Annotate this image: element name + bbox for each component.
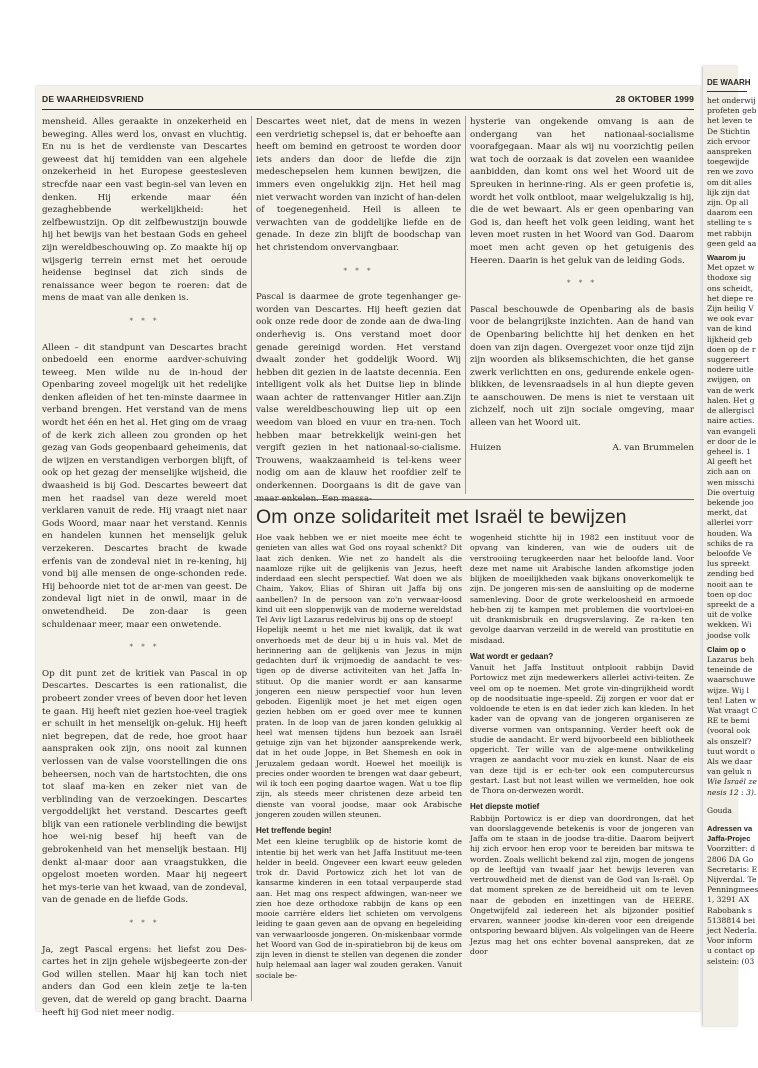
next-page-subheading: Claim op o: [707, 644, 746, 654]
newspaper-page: [36, 86, 700, 1018]
next-page-subheading: Waarom ju: [707, 253, 746, 263]
page-header: [42, 94, 694, 108]
next-page-edge: [703, 66, 758, 1026]
article2-column-1: [256, 533, 462, 1005]
article2-column-2: [470, 533, 694, 1005]
section-separator: * * *: [567, 279, 597, 288]
signature-place: Huizen: [470, 442, 502, 453]
column-divider: [465, 116, 466, 494]
paragraph: hysterie van ongekende omvang is aan de ondergang van het nationaal-socialisme voorafgegaan. Maar als wij nu voorzichtig peilen wat toch de oorzaak is dat zovelen een waanidee aanbidden, dan komt ons wel het Woord uit de Spreuken in herinne-ring. Als er geen profetie is, wordt het volk ontbloot, maar welgelukzalig is hij, die de wet bewaart. Als er geen openbaring van God is, dan heeft het volk geen leiding, want het leven moet rusten in het Woord van God. Daarom moet men acht geven op het getuigenis des Heeren. Daarin is het geluk van de leiding Gods.: [470, 117, 694, 266]
next-page-rule: [707, 91, 747, 92]
subheading: Wat wordt er gedaan?: [470, 651, 554, 661]
publication-name: DE WAARHEIDSVRIEND: [42, 94, 144, 104]
section-separator: * * *: [343, 266, 374, 275]
paragraph: Met een kleine terugblik op de historie komt de intentie bij het werk van het Jaffa Instituut me-teen helder in beeld. Ongeveer een kwart eeuw geleden trok dr. David Portowicz zich het lot van de kansarme kinderen in een totaal verpauperde stad aan. Het mag ons respect afdwingen, wan-neer we zien hoe deze orthodoxe rabbijn de kans op een mooie carrière elders liet schieten om vervolgens leiding te gaan geven aan de opvang en begeleiding van verwaarloosde jongeren. On-miskenbaar vormde het Woord van God de in-spiratiebron bij de keus om zijn leven in dienst te stellen van degenen die zonder hulp helemaal aan lager wal zouden geraken. Vanuit sociale be-: [256, 837, 462, 980]
signature-author: A. van Brummelen: [612, 442, 694, 453]
paragraph: mensheid. Alles geraakte in onzekerheid en beweging. Alles werd los, onvast en vluchtig. En nu is het de verdienste van Descartes geweest dat hij temidden van een algehele onzekerheid in het Europese geestesleven strecfde naar een vast begin-sel van leven en denken. Hij erkende maar één gezaghebbende werkelijkheid: het zelfbewustzijn. Op dit zelfbewustzijn bouwde hij het bewijs van het bestaan Gods en geheel zijn wereldbeschouwing op. Zo maakte hij op wijsgerig terrein ernst met het oeroude heidense beginsel dat zich sinds de renaissance weer begon te roeren: dat de mens de maat van alle denken is.: [42, 117, 247, 304]
next-page-text: het onderwij profeten geb het leven te De Stichtin zich ervoor aanspreken toegewijde ren we zovo om dit alles lijk zijn dat zijn. Op all daarom een stelling te s met rabbijn geen geld aa Waarom ju Met opzet w thodoxe sig ons scheidt, het diepe re Zijn heilig V we ook evar van de kind lijkheid geb doen op de r suggereert nodere uitle zwijgen, on van de werk halen. Het g de allergiscl naire acties. van evangeli er door de le geheel is. 1 Al geeft het zich aan on wen misschi Die overtuig bekende joo merkt, dat allerlei vorr houden. Wa schiks de ra beloofde Ve lus spreekt zending bed nooit aan te toen op doc spreekt de a uit de volke wekken. Wi joodse volk Claim op o Lazarus beh teneinde de waarschuwe wijze. Wij l ten! Laten w Wat vraagt C RE te bemi (vooral ook als onszelf? tuut wordt o Als we daar van geluk n Wie Israël ze nesis 12 : 3). Gouda Adressen va Jaffa-Projec Voorzitter: d 2806 DA Go Secretaris: E Nijverdal. Te Penningmees 1, 3291 AX Rabobank s 5138814 bei ject Nederla. Voor inform u contact op selstein: (03: [707, 96, 758, 966]
subheading: Het diepste motief: [470, 802, 540, 812]
paragraph: Op dit punt zet de kritiek van Pascal in op Descartes. Descartes is een rationalist, die probeert zonder vrees of beven door het leven te gaan. Hij heeft niet gezien hoe-veel tragiek er schuilt in het menselijk on-geluk. Hij heeft niet begrepen, dat de rede, hoe groot haar aanspraken ook zijn, ons nooit zal kunnen verlossen van de valse voorstellingen die ons beheersen, noch van de hartstochten, die ons tot slaaf ma-ken en zeker niet van de verblinding van de verzoekingen. Descartes vergoddelijkt het verstand. Descartes geeft blijk van een rationele verblinding die bewijst hoe wei-nig besef hij heeft van de gebrokenheid van het menselijk bestaan. Hij denkt al-maar door aan vraagstukken, die opgelost moeten worden. Maar hij negeert het mys-terie van het kwaad, van de zondeval, van de genade en de liefde Gods.: [42, 668, 247, 906]
paragraph: Ja, zegt Pascal ergens: het liefst zou Des-cartes het in zijn gehele wijsbegeerte zon-der God willen stellen. Maar hij kan toch niet anders dan God een klein zetje te la-ten geven, dat de wereld op gang bracht. Daarna heeft hij God niet meer nodig.: [42, 944, 247, 1018]
subheading: Het treffende begin!: [256, 826, 332, 835]
article1-column-1: [42, 116, 247, 1018]
section-separator: * * *: [129, 316, 160, 325]
paragraph: Pascal is daarmee de grote tegenhanger ge-worden van Descartes. Hij heeft gezien dat ook onze rede door de zonde aan de dwa-ling onderhevig is. Ons verstand moet door genade gereinigd worden. Het verstand dwaalt zonder het goddelijk Woord. Wij hebben dit gezien in de laatste decennia. Een intelligent volk als het Duitse liep in blinde waan achter de rattenvanger Hitler aan.Zijn valse wereldbeschouwing liep uit op een weedom van bloed en vuur en tra-nen. Toch hebben maar betrekkelijk weini-gen het vergift gezien in het nationaal-so-cialisme. Trouwens, waakzaamheid is tel-kens weer nodig om aan de klauw het roofdier zelf te onderkennen. Doorgaans is dit de gave van maar enkelen. Een massa-: [256, 292, 461, 504]
article-divider: [254, 499, 694, 500]
article1-column-2: [256, 116, 461, 504]
section-separator: * * *: [129, 919, 160, 928]
paragraph: Hoe vaak hebben we er niet moeite mee écht te genieten van alles wat God ons royaal schenkt? Dit laat zich denken. Wie net zo handelt als die naamloze rijke uit de gelijkenis van Jezus, heeft inderdaad een slecht perspectief. Wat doen we als Chaim, Yakov, Elias of Shiran uit Jaffa bij ons aanbellen? In de persoon van zo'n verwaar-loosd kind uit een sloppenwijk van de moderne wereldstad Tel Aviv ligt Lazarus redelvirus bij ons op de stoep!: [256, 533, 462, 624]
paragraph: Rabbijn Portowicz is er diep van doordrongen, dat het van doorslaggevende betekenis is voor de jongeren van Jaffa om te staan in de joodse tra-ditie. Daarom beijvert hij zich ervoor hen erop voor te bereiden bar mitswa te worden. Zoals wellicht bekend zal zijn, mogen de jongens op de leeftijd van twaalf jaar het bewijs leveren van vertrouwdheid met de dienst van de God van Is-raël. Op dat moment spreken ze de bereidheid uit om te leven naar de geboden en inzettingen van de HEERE. Ongetwijfeld zal iedereen het als bijzonder positief ervaren, wanneer joodse kin-deren voor een dreigende ontsporing bewaard blijven. Als volgelingen van de Heere Jezus mag het ons echter bovenal aanspreken, dat ze door: [470, 813, 694, 956]
paragraph: Alleen – dit standpunt van Descartes bracht onbedoeld een enorme aardver-schuiving teweeg. Men wilde nu de in-houd der Openbaring zoveel mogelijk uit het redelijke denken afleiden of het ten-minste daarmee in verband brengen. Het verstand van de mens wordt het één en het al. Het ging om de vraag of de kerk zich alleen zou gronden op het gezag van Gods geopenbaard geheimenis, dat de wijzen en verstandigen verborgen blijft, of ook op het gezag der menselijke wijsheid, die dwaasheid is bij God. Descartes beweert dat men het raadsel van deze wereld moet verklaren vanuit de rede. Hij vraagt niet naar Gods Woord, maar naar het verstand. Kennis en handelen kunnen het menselijk geluk verzekeren. Descartes bracht de kwade erfenis van de zondeval niet in re-kening, hij vond bij alle mensen de onge-schonden rede. Hij behoorde niet tot de ar-men van geest. De zondeval ligt niet in de onwil, maar in de onwetendheid. De zon-daar is geen schuldenaar meer, maar een onwetende.: [42, 342, 247, 630]
next-page-header: DE WAARH: [707, 78, 751, 87]
article2-headline: Om onze solidariteit met Israël te bewijzen: [256, 506, 627, 528]
section-separator: * * *: [129, 643, 160, 652]
paragraph: Hopelijk neemt u het me niet kwalijk, dat ik wat onverhoeds met de deur bij u in huis val. Met de herinnering aan de gelijkenis van Jezus in mijn gedachten durf ik vrijmoedig de aandacht te ves-tigen op de diverse activiteiten van het Jaffa In-stituut. Op die manier wordt er aan kansarme jongeren een nieuw perspectief voor hun leven geboden. Eigenlijk moet je het met eigen ogen gezien hebben om er goed over mee te kunnen praten. In de loop van de jaren konden gelukkig al heel wat mensen tijdens hun bezoek aan Israël getuige zijn van het bijzonder aansprekende werk, dat in het oude Joppe, in Bet Shemesh en ook in Jeruzalem gedaan wordt. Hoewel het moeilijk is precies onder woorden te brengen wat daar gebeurt, wil ik toch een poging daartoe wagen. Wat u toe flip zijn, als steeds meer christenen deze arbeid ten dienste van vooral joodse, maar ook Arabische jongeren zouden willen steunen.: [256, 625, 462, 819]
signature-line: [470, 442, 694, 455]
paragraph: Vanuit het Jaffa Instituut ontplooit rabbijn David Portowicz met zijn medewerkers allerlei activi-teiten. Ze veel om op te noemen. Met grote vin-dingrijkheid wordt op de noodsituatie inge-speeld. Zij zorgen er voor dat er voldoende te eten is en dat ieder zich kan kleden. In het kader van de opvang van de jongeren organiseren ze diverse vormen van ontspanning. Verder heeft ook de studie de aandacht. Er werd bijvoorbeeld een bibliotheek opgericht. Ter wille van de alge-mene ontwikkeling vragen ze aandacht voor mu-ziek en kunst. Naar de eis van deze tijd is er ech-ter ook een computercursus gestart. Last but not least willen we vermelden, hoe ook de Thora on-derwezen wordt.: [470, 663, 694, 795]
paragraph: Pascal beschouwde de Openbaring als de basis voor de belangrijkste inzichten. Aan de hand van de Openbaring belichtte hij het denken en het doen van zijn dagen. Overgezet voor onze tijd zijn zijn woorden als bliksemschichten, die het ganse zwerk verlichtten en ons, gedurende enkele ogen-blikken, de levensraadsels in al hun diepte geven te aanschouwen. De mens is niet te verstaan uit zichzelf, noch uit zijn sociale omgeving, maar alleen van het Woord uit.: [470, 304, 694, 429]
paragraph: wogenheid stichtte hij in 1982 een instituut voor de opvang van kinderen, van wie de ouders uit de verstrooiing terugkeerden naar het beloofde land. Voor deze met name uit Arabische landen afkomstige joden blijken de moeilijkheden vaak bijkans onoverkomelijk te zijn. De jongeren mis-sen de aansluiting op de moderne samenleving. Door de grote werkeloosheid en armoede heb-ben zij te kampen met problemen die voortvloei-en uit drankmisbruik en drugsverslaving. Ze ra-ken ten gevolge daarvan verzeild in de wereld van prostitutie en misdaad.: [470, 533, 694, 645]
article1-column-3: [470, 116, 694, 496]
column-divider: [251, 116, 252, 1001]
header-rule: [42, 109, 694, 110]
paragraph: Descartes weet niet, dat de mens in wezen een verdrietig schepsel is, dat er behoefte aan heeft om bemind en getroost te worden door iets anders dan door de liefde die zijn medeschepselen hem kunnen bewijzen, die immers even ongelukkig zijn. Het heil mag niet verwacht worden van inzicht of han-delen of toegenegenheid. Heil is alleen te verwachten van de goddelijke liefde en de genade. In deze zin blijft de boodschap van het christendom onvervangbaar.: [256, 117, 461, 253]
issue-date: 28 OKTOBER 1999: [615, 94, 694, 104]
